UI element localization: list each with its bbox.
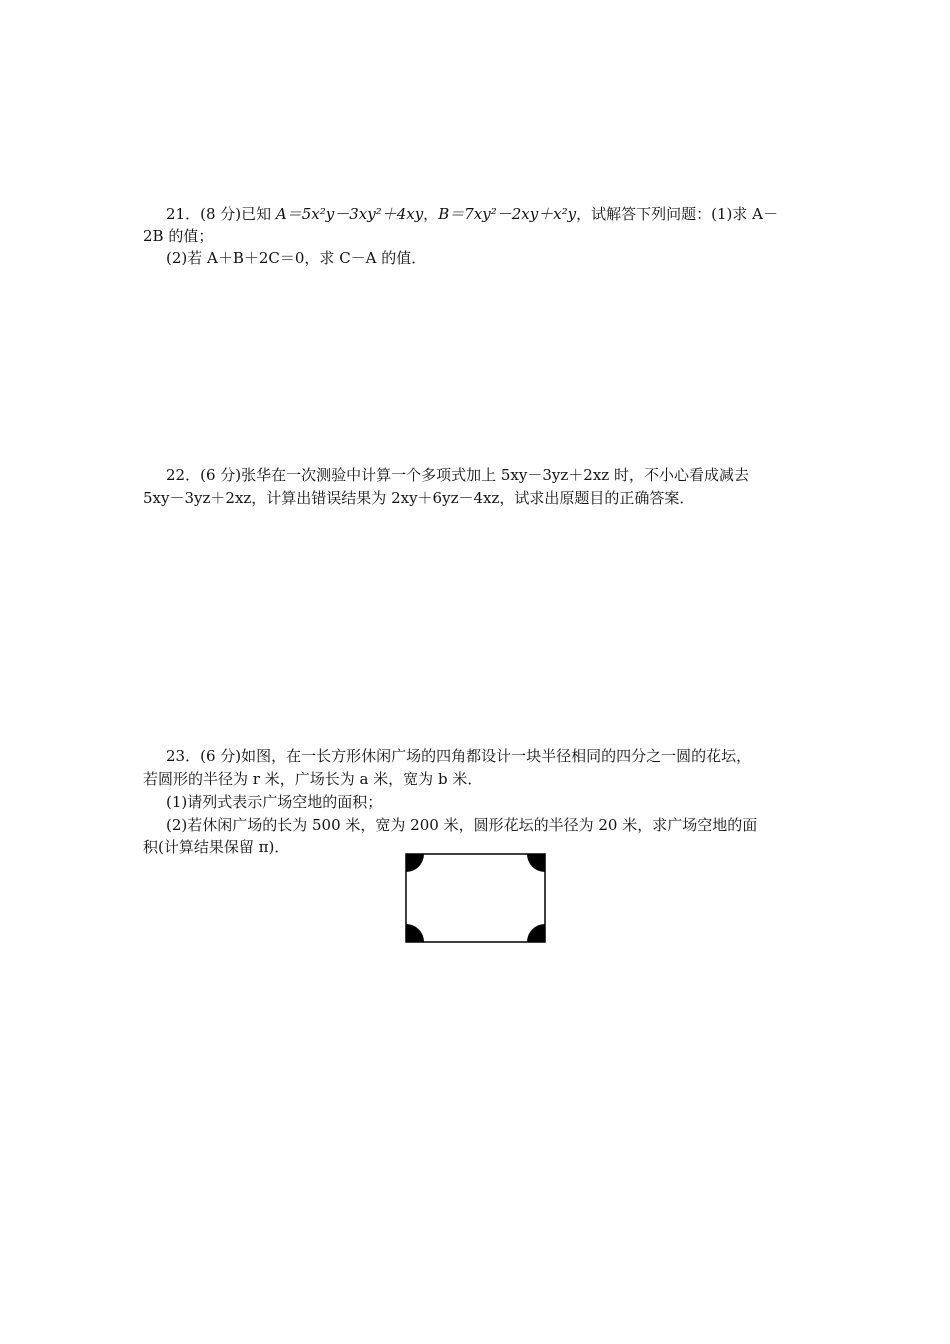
q23-line-3: (1)请列式表示广场空地的面积； [166,793,383,811]
q21-intro: 21．(8 分)已知 [166,205,276,223]
q21-task-1: ，试解答下列问题：(1)求 A－ [576,205,778,223]
plaza-figure [405,853,547,943]
q22-line-1: 22．(6 分)张华在一次测验中计算一个多项式加上 5xy－3yz＋2xz 时，不小心看成减去 [166,466,749,484]
q22-line-2: 5xy－3yz＋2xz，计算出错误结果为 2xy＋6yz－4xz，试求出原题目的正确答案． [143,489,695,507]
plaza-rectangle [406,854,545,942]
q21-line-2: 2B 的值； [143,227,214,245]
q23-line-1: 23．(6 分)如图，在一长方形休闲广场的四角都设计一块半径相同的四分之一圆的花坛， [166,747,752,765]
q23-line-2: 若圆形的半径为 r 米，广场长为 a 米，宽为 b 米． [143,770,483,788]
q21-separator: ， [423,205,439,223]
q23-line-5: 积(计算结果保留 π)． [143,838,290,856]
q23-line-4: (2)若休闲广场的长为 500 米，宽为 200 米，圆形花坛的半径为 20 米，求广场空地的面 [166,816,758,834]
q21-expression-b: B＝7xy²－2xy＋x²y [438,205,577,223]
q21-expression-a: A＝5x²y－3xy²＋4xy [275,205,424,223]
q21-line-1 [166,203,778,225]
q21-line-3: (2)若 A＋B＋2C＝0，求 C－A 的值． [166,249,427,267]
